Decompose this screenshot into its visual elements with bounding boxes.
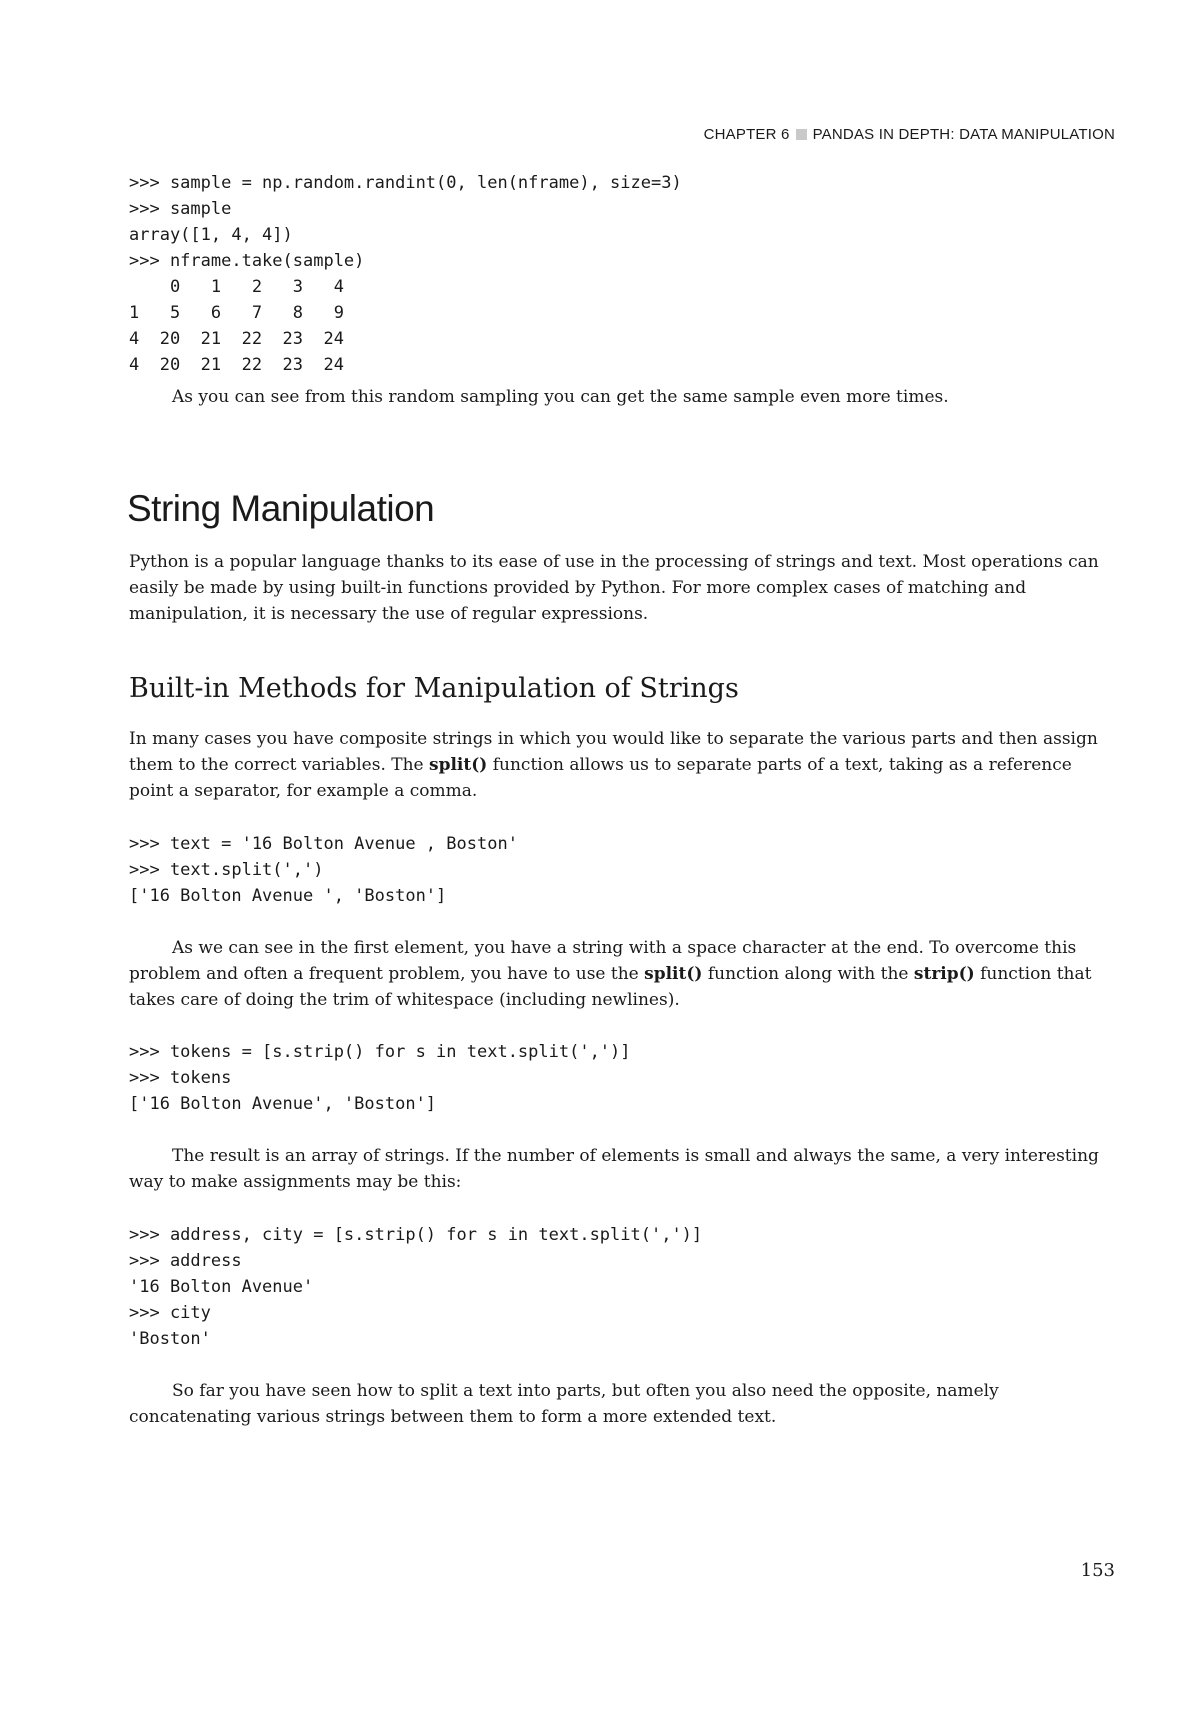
- paragraph-array-result: The result is an array of strings. If the number of elements is small and always the same, a very interesting way to make assignments may be this:: [129, 1146, 1099, 1192]
- inline-code-split: split(): [644, 964, 703, 984]
- inline-code-strip: strip(): [913, 964, 975, 984]
- subsection-heading: Built-in Methods for Manipulation of Strings: [129, 673, 739, 704]
- paragraph-composite-strings: [129, 726, 1115, 804]
- paragraph-text: function allows us to separate parts of a text, taking as a reference point a separator, for example a comma.: [129, 755, 1072, 801]
- page-number: 153: [1080, 1560, 1115, 1581]
- code-block-address-city: >>> address, city = [s.strip() for s in text.split(',')] >>> address '16 Bolton Avenue' >>> city 'Boston': [129, 1225, 703, 1349]
- chapter-label: CHAPTER 6: [703, 126, 790, 143]
- paragraph-concatenation: So far you have seen how to split a text into parts, but often you also need the opposite, namely concatenating various strings between them to form a more extended text.: [129, 1381, 999, 1427]
- code-block-sample: >>> sample = np.random.randint(0, len(nframe), size=3) >>> sample array([1, 4, 4]) >>> nframe.take(sample) 0 1 2 3 4 1 5 6 7 8 9 4 20 21 22 23 24 4 20 21 22 23 24: [129, 173, 682, 375]
- paragraph-text: In many cases you have composite strings in which you would like to separate the various parts and then assign them to the correct variables. The: [129, 729, 1098, 775]
- inline-code-split: split(): [429, 755, 488, 775]
- paragraph-strip: [129, 935, 1115, 1013]
- chapter-title: PANDAS IN DEPTH: DATA MANIPULATION: [812, 126, 1115, 143]
- paragraph-python-strings: Python is a popular language thanks to its ease of use in the processing of strings and text. Most operations can easily be made by using built-in functions provided by Python. For more complex cases of matching and manipulation, it is necessary the use of regular expressions.: [129, 552, 1099, 624]
- paragraph-text: function that takes care of doing the trim of whitespace (including newlines).: [129, 964, 1092, 1010]
- code-block-tokens: >>> tokens = [s.strip() for s in text.split(',')] >>> tokens ['16 Bolton Avenue', 'Boston']: [129, 1042, 631, 1114]
- separator-square-icon: [796, 129, 807, 140]
- paragraph-random-sampling: As you can see from this random sampling you can get the same sample even more times.: [172, 387, 949, 407]
- running-header: [704, 126, 1115, 143]
- paragraph-text: As we can see in the first element, you have a string with a space character at the end. To overcome this problem and often a frequent problem, you have to use the: [129, 938, 1077, 984]
- paragraph-text: function along with the: [702, 964, 914, 984]
- section-heading: String Manipulation: [127, 488, 435, 529]
- code-block-split: >>> text = '16 Bolton Avenue , Boston' >>> text.split(',') ['16 Bolton Avenue ', 'Boston']: [129, 834, 518, 906]
